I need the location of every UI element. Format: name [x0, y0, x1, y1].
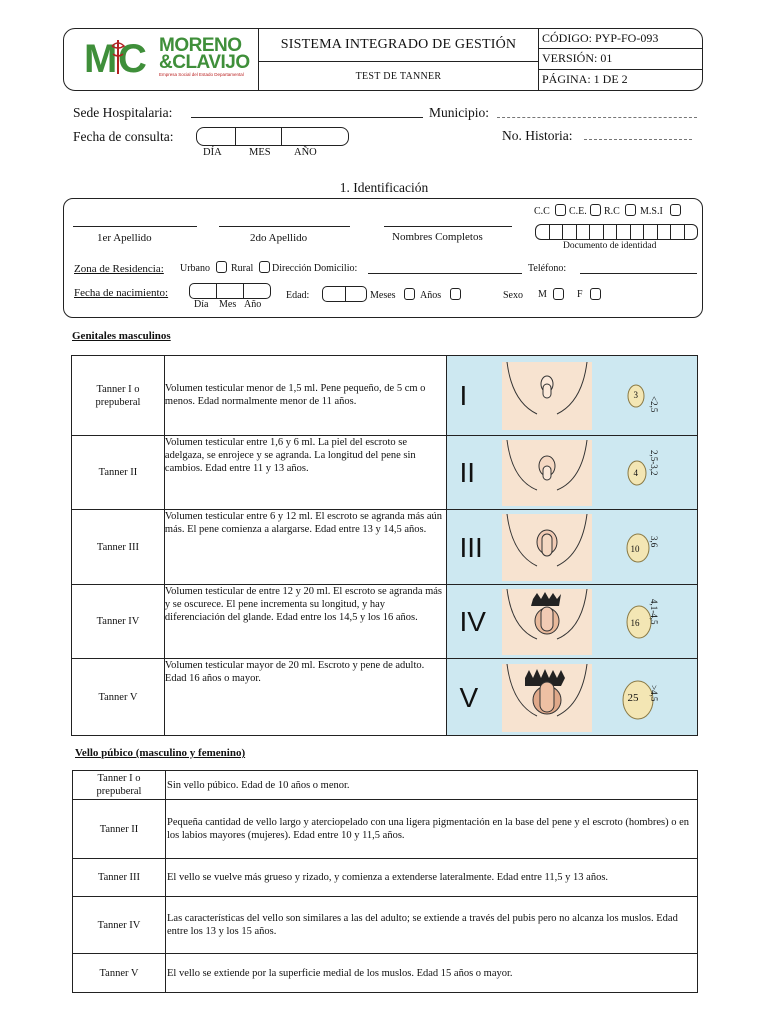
table-row	[73, 859, 698, 897]
logo-subtitle: Empresa Social del Estado Departamental	[159, 72, 244, 77]
nac-anio-label: Año	[244, 299, 262, 310]
desc-cell: Las características del vello son similares a las del adulto; se extiende a través del pubis pero no alcanza los muslos. Edad entre los 13 y los 15 años.	[166, 897, 698, 954]
direccion-label: Dirección Domicilio:	[272, 263, 358, 274]
apellido2-field[interactable]	[219, 226, 350, 227]
svg-text:C: C	[118, 38, 147, 76]
sede-field[interactable]	[191, 117, 423, 118]
genital-stage-3-icon	[497, 514, 697, 581]
table-row	[73, 771, 698, 800]
table-row	[72, 659, 698, 736]
vello-title: Vello púbico (masculino y femenino)	[75, 747, 246, 759]
table-row	[73, 800, 698, 859]
sexo-f-checkbox[interactable]	[590, 288, 601, 300]
apellido1-field[interactable]	[73, 226, 197, 227]
length-label: >4,5	[649, 685, 660, 702]
stage-cell: Tanner I o prepuberal	[73, 771, 166, 800]
mes-label: MES	[249, 147, 271, 158]
stage-cell: Tanner II	[72, 436, 165, 510]
desc-cell: Volumen testicular entre 6 y 12 ml. El escroto se agranda más aún más. El pene comienza a alargarse. Edad entre 13 y 14,5 años.	[164, 510, 447, 585]
tanner-illustration	[447, 510, 698, 585]
meses-label: Meses	[370, 290, 396, 301]
genitales-table	[71, 355, 698, 736]
edad-label: Edad:	[286, 290, 310, 301]
nac-dia-label: Día	[194, 299, 209, 310]
desc-cell: Volumen testicular mayor de 20 ml. Escroto y pene de adulto. Edad 16 años o mayor.	[164, 659, 447, 736]
sexo-label: Sexo	[503, 290, 523, 301]
nombres-label: Nombres Completos	[392, 231, 483, 243]
desc-cell: Volumen testicular menor de 1,5 ml. Pene pequeño, de 5 cm o menos. Edad normalmente menor de 11 años.	[164, 356, 447, 436]
vello-table	[72, 770, 698, 993]
roman-numeral: V	[459, 681, 479, 713]
table-row	[73, 954, 698, 993]
direccion-field[interactable]	[368, 273, 522, 274]
logo-line-2: &CLAVIJO	[159, 52, 250, 73]
date-divider	[235, 128, 236, 145]
documento-label: Documento de identidad	[563, 241, 657, 251]
table-row	[72, 436, 698, 510]
fecha-consulta-field[interactable]	[196, 127, 349, 146]
stage-cell: Tanner V	[73, 954, 166, 993]
anios-checkbox[interactable]	[450, 288, 461, 300]
volume-label: 10	[630, 544, 640, 554]
nombres-field[interactable]	[384, 226, 512, 227]
telefono-label: Teléfono:	[528, 263, 567, 274]
sexo-m-checkbox[interactable]	[553, 288, 564, 300]
rural-label: Rural	[231, 263, 254, 274]
genital-stage-2-icon	[497, 440, 697, 506]
table-row	[72, 510, 698, 585]
apellido2-label: 2do Apellido	[250, 232, 308, 244]
urbano-label: Urbano	[180, 263, 210, 274]
nacimiento-field[interactable]	[189, 283, 271, 299]
roman-numeral: IV	[459, 606, 486, 637]
edad-field[interactable]	[322, 286, 367, 302]
desc-cell: El vello se extiende por la superficie medial de los muslos. Edad 15 años o mayor.	[166, 954, 698, 993]
table-row	[73, 897, 698, 954]
ce-label: C.E.	[569, 206, 587, 217]
tanner-illustration	[447, 659, 698, 736]
svg-text:M: M	[84, 38, 118, 76]
company-logo-icon	[84, 38, 156, 76]
table-row	[72, 585, 698, 659]
cc-label: C.C	[534, 206, 550, 217]
stage-cell: Tanner II	[73, 800, 166, 859]
fecha-consulta-label: Fecha de consulta:	[73, 129, 174, 144]
genital-stage-5-icon	[497, 664, 697, 732]
rc-label: R.C	[604, 206, 620, 217]
volume-label: 16	[630, 618, 640, 628]
stage-cell: Tanner I o prepuberal	[72, 356, 165, 436]
stage-cell: Tanner IV	[73, 897, 166, 954]
stage-cell: Tanner V	[72, 659, 165, 736]
msi-label: M.S.I	[640, 206, 663, 217]
genitales-title: Genitales masculinos	[72, 330, 171, 342]
table-row	[72, 356, 698, 436]
stage-cell: Tanner IV	[72, 585, 165, 659]
header-meta-cell	[539, 29, 702, 90]
ce-checkbox[interactable]	[590, 204, 601, 216]
tanner-illustration	[447, 436, 698, 510]
roman-numeral: III	[459, 531, 483, 563]
desc-cell: Pequeña cantidad de vello largo y aterciopelado con una ligera pigmentación en la base del pene y el escroto (hombres) o en los labios mayores (mujeres). Edad entre 10 y 11,5 años.	[166, 800, 698, 859]
desc-cell: El vello se vuelve más grueso y rizado, y comienza a extenderse lateralmente. Edad entre 11,5 y 13 años.	[166, 859, 698, 897]
urbano-checkbox[interactable]	[216, 261, 227, 273]
volume-label: 3	[633, 390, 638, 400]
stage-cell: Tanner III	[73, 859, 166, 897]
historia-field[interactable]	[584, 139, 692, 140]
volume-label: 25	[627, 692, 639, 704]
cc-checkbox[interactable]	[555, 204, 566, 216]
logo-text	[159, 37, 250, 71]
page-label: PÁGINA: 1 DE 2	[542, 72, 628, 87]
sexo-m-label: M	[538, 289, 547, 300]
sede-label: Sede Hospitalaria:	[73, 105, 173, 120]
desc-cell: Volumen testicular entre 1,6 y 6 ml. La piel del escroto se adelgaza, se enrojece y se agranda. La longitud del pene sin cambios. Edad entre 11 y 13 años.	[164, 436, 447, 510]
date-divider	[281, 128, 282, 145]
tanner-illustration	[447, 356, 698, 436]
sexo-f-label: F	[577, 289, 583, 300]
telefono-field[interactable]	[580, 273, 697, 274]
roman-numeral: II	[459, 457, 476, 488]
length-label: 4,1-4,5	[649, 599, 660, 625]
desc-cell: Volumen testicular de entre 12 y 20 ml. El escroto se agranda más y se oscurece. El pene incrementa su longitud, y hay diferenciación del glande. Edad entre los 14,5 y los 16 años.	[164, 585, 447, 659]
municipio-field[interactable]	[497, 117, 697, 118]
roman-numeral: I	[459, 380, 468, 411]
stage-cell: Tanner III	[72, 510, 165, 585]
anio-label: AÑO	[294, 147, 317, 158]
length-label: <2,5	[649, 396, 660, 413]
document-title: TEST DE TANNER	[355, 70, 442, 82]
dia-label: DÍA	[203, 147, 222, 158]
genital-stage-4-icon	[497, 589, 697, 655]
identificacion-title: 1. Identificación	[339, 180, 429, 195]
version-label: VERSIÓN: 01	[539, 49, 702, 69]
anios-label: Años	[420, 290, 442, 301]
genital-stage-1-icon	[497, 362, 697, 430]
logo-line-1: MORENO	[159, 35, 242, 56]
nac-mes-label: Mes	[219, 299, 237, 310]
length-label: 2,5-3,2	[649, 450, 660, 476]
logo-cell	[64, 29, 259, 90]
meses-checkbox[interactable]	[404, 288, 415, 300]
system-title: SISTEMA INTEGRADO DE GESTIÓN	[259, 29, 538, 62]
desc-cell: Sin vello púbico. Edad de 10 años o menor.	[166, 771, 698, 800]
rc-checkbox[interactable]	[625, 204, 636, 216]
code-label: CÓDIGO: PYP-FO-093	[539, 29, 702, 49]
rural-checkbox[interactable]	[259, 261, 270, 273]
volume-label: 4	[633, 468, 638, 478]
nacimiento-label: Fecha de nacimiento:	[74, 287, 169, 299]
zona-label: Zona de Residencia:	[74, 263, 164, 275]
apellido1-label: 1er Apellido	[97, 232, 152, 244]
document-header	[63, 28, 703, 91]
length-label: 3,6	[649, 536, 660, 548]
documento-field[interactable]	[535, 224, 698, 240]
tanner-illustration	[447, 585, 698, 659]
municipio-label: Municipio:	[429, 105, 489, 120]
historia-label: No. Historia:	[502, 128, 573, 143]
msi-checkbox[interactable]	[670, 204, 681, 216]
header-title-cell	[259, 29, 539, 90]
